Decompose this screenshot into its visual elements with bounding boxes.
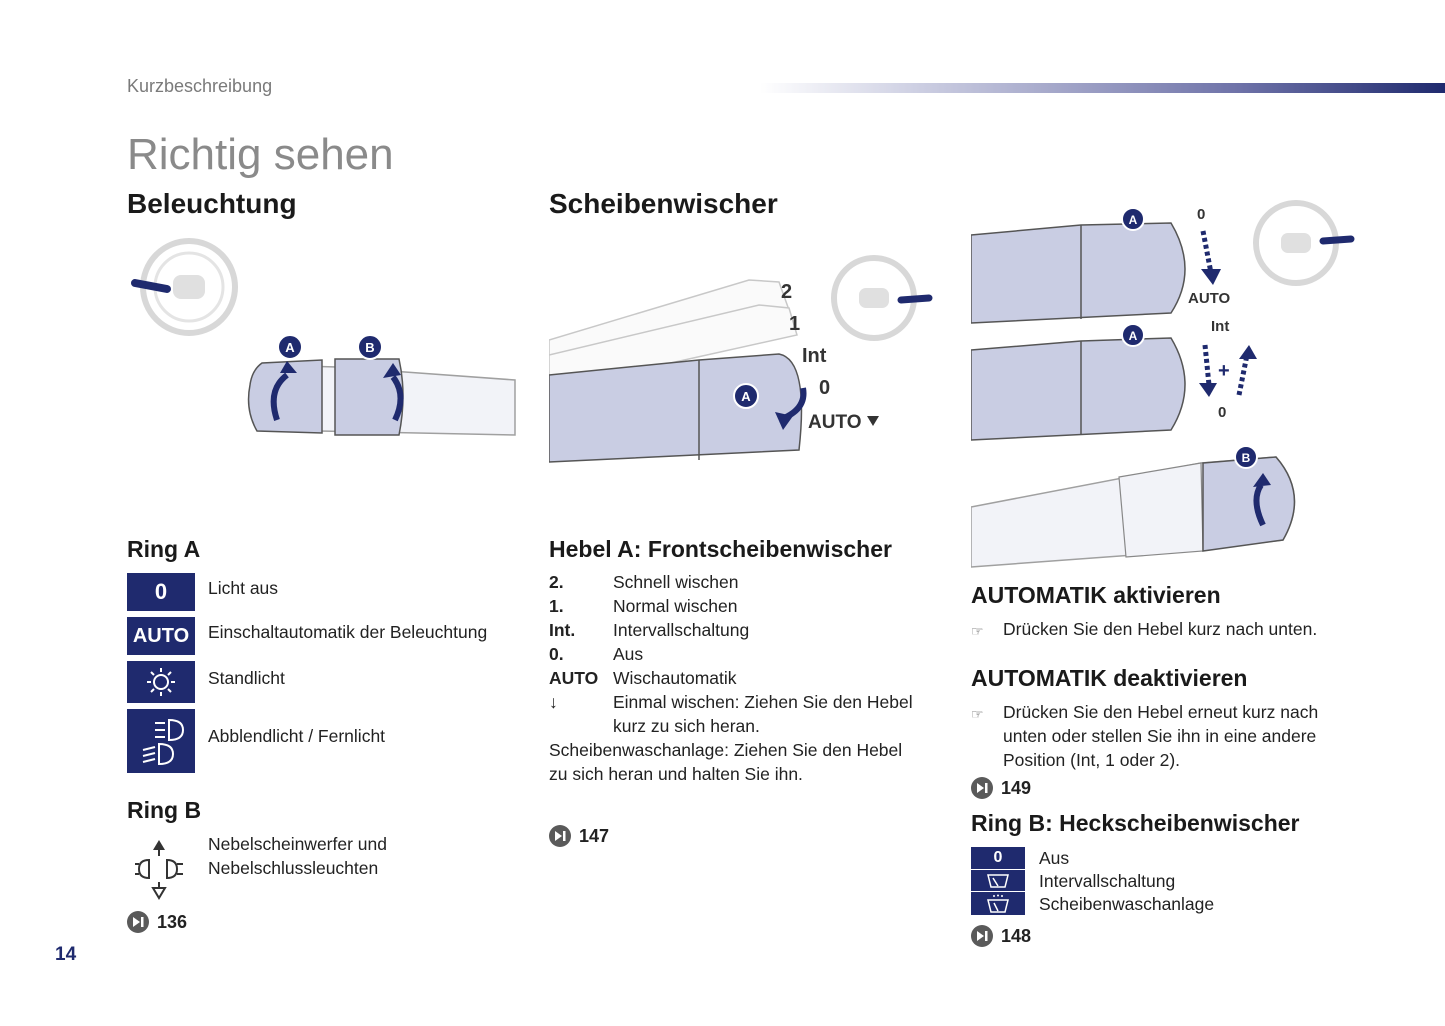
rear-item-off: Aus [1039,848,1070,868]
ring-a-item-sidelight: Standlicht [208,668,285,688]
section-label: Kurzbeschreibung [127,76,273,96]
lever-a-list [549,570,939,786]
lever-a-marker: A [741,389,751,404]
ring-b-marker: B [365,340,375,355]
ring-b-rear-marker: B [1241,451,1251,465]
pointing-hand-icon: ☞ [971,706,984,722]
badge-off: 0 [127,573,195,611]
front-wiper-stalk-diagram [549,250,939,480]
page-title: Richtig sehen [127,130,394,179]
rear-washer-icon [971,892,1025,915]
steering-wheel-icon [834,258,929,338]
pos-1-label: 1 [789,313,801,335]
automatik-diagrams [971,195,1361,575]
middle-int-label: Int [1211,318,1230,335]
washer-text: Scheibenwaschanlage: Ziehen Sie den Hebel zu sich heran und halten Sie ihn. [549,740,903,784]
ring-a-item-auto: Einschaltautomatik der Beleuchtung [208,622,488,642]
ring-b-description: Nebelscheinwerfer und Nebelschlussleuchten [208,834,387,878]
wipers-page-ref[interactable]: 147 [549,825,609,847]
steering-wheel-icon [135,241,235,333]
rear-wiper-page-ref[interactable]: 148 [971,925,1031,947]
top-auto-label: AUTO [1188,290,1231,307]
lighting-page-ref[interactable]: 136 [127,911,187,933]
page-link-icon [971,777,993,799]
pos-auto-label: AUTO [808,412,862,433]
steering-wheel-icon [1256,203,1351,283]
page-link-icon [549,825,571,847]
lever-a-item-2: 2. Schnell wischen [549,572,739,592]
page-link-icon [971,925,993,947]
rear-badge-off: 0 [971,847,1025,869]
headlight-icon [127,709,195,773]
pointing-hand-icon: ☞ [971,623,984,639]
wipers-heading: Scheibenwischer [549,188,778,219]
pos-2-label: 2 [781,281,793,303]
page-number: 14 [55,944,77,965]
ring-a-item-headlight: Abblendlicht / Fernlicht [208,726,386,746]
top-zero-label: 0 [1197,206,1206,223]
lighting-heading: Beleuchtung [127,188,297,219]
lighting-stalk-diagram [127,235,519,445]
lever-a-item-single-wipe: ↓ Einmal wischen: Ziehen Sie den Hebel kurz zu sich heran. [549,692,913,736]
rear-item-washer: Scheibenwaschanlage [1039,894,1215,914]
automatik-activate-text: ☞ Drücken Sie den Hebel kurz nach unten. [971,617,1371,643]
ring-b-heading: Ring B [127,797,202,823]
rear-wiper-icon [971,870,1025,891]
sidelight-icon [127,661,195,703]
pos-int-label: Int [802,345,827,367]
lever-a-item-0: 0. Aus [549,644,644,664]
fog-light-icon [133,838,189,902]
lever-a-item-int: Int. Intervallschaltung [549,620,750,640]
rear-wiper-heading: Ring B: Heckscheibenwischer [971,810,1300,836]
pos-0-label: 0 [819,377,831,399]
rear-item-interval: Intervallschaltung [1039,871,1176,891]
automatik-deactivate-text: ☞ Drücken Sie den Hebel erneut kurz nach unten oder stellen Sie ihn in eine andere Position (Int, 1 oder 2). [971,702,1319,770]
lever-a-heading: Hebel A: Frontscheibenwischer [549,536,892,562]
svg-text:+: + [1218,360,1230,382]
automatik-page-ref[interactable]: 149 [971,777,1031,799]
ring-a-marker: A [285,340,295,355]
lever-a-top-marker: A [1128,213,1138,227]
page-link-icon [127,911,149,933]
automatik-deactivate-heading: AUTOMATIK deaktivieren [971,665,1248,691]
ring-a-heading: Ring A [127,536,201,562]
middle-zero-label: 0 [1218,404,1227,421]
ring-a-item-off: Licht aus [208,578,279,598]
badge-auto: AUTO [127,617,195,655]
lever-a-item-auto: AUTO Wischautomatik [549,668,737,688]
header-bar [760,83,1445,93]
lever-a-middle-marker: A [1128,329,1138,343]
lever-a-item-1: 1. Normal wischen [549,596,738,616]
automatik-activate-heading: AUTOMATIK aktivieren [971,582,1221,608]
